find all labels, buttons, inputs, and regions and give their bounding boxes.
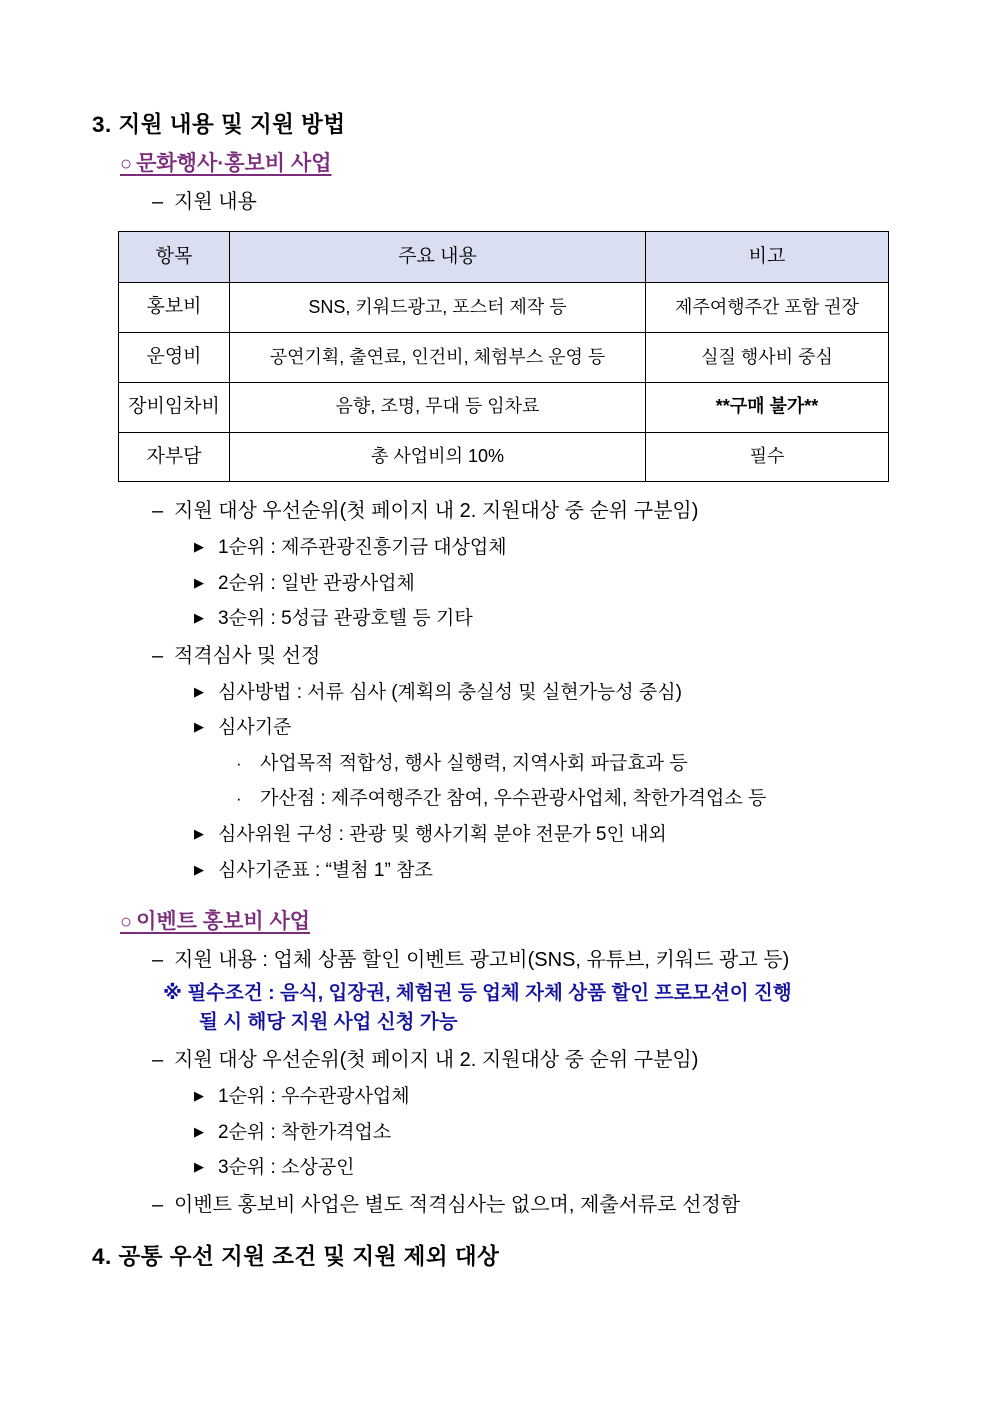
list-item [194,714,992,742]
list-item [194,1083,992,1111]
section-3-heading: 3. 지원 내용 및 지원 방법 [92,112,346,137]
list-item [194,605,992,633]
priority-label-a-text: 지원 대상 우선순위(첫 페이지 내 2. 지원대상 중 순위 구분임) [174,500,699,523]
table-cell-content: 총 사업비의 10% [230,432,646,482]
middot-bullet-icon: · [236,753,242,773]
list-item [194,679,992,707]
table-header-row [119,231,889,283]
triangle-bullet-icon: ▶ [194,539,204,555]
priority-label-b [152,1046,992,1075]
dash-bullet-icon: – [152,948,164,971]
list-item-label: 심사방법 : 서류 심사 (계획의 충실성 및 실현가능성 중심) [218,681,682,703]
triangle-bullet-icon: ▶ [194,826,204,842]
support-content-b-text: 지원 내용 : 업체 상품 할인 이벤트 광고비(SNS, 유튜브, 키워드 광고 등) [174,948,790,971]
list-item [194,1119,992,1147]
list-item-label: 3순위 : 5성급 관광호텔 등 기타 [218,608,473,630]
closing-note-b [152,1191,992,1220]
triangle-bullet-icon: ▶ [194,861,204,877]
triangle-bullet-icon: ▶ [194,683,204,699]
support-content-b [152,946,992,975]
list-item [194,821,992,849]
support-content-table [118,231,889,482]
table-row [119,432,889,482]
list-item [194,570,992,598]
table-header-item: 항목 [119,231,230,283]
dash-bullet-icon: – [152,190,164,213]
table-row [119,333,889,383]
circle-marker-icon: ○ [120,911,137,934]
triangle-bullet-icon: ▶ [194,574,204,590]
dash-bullet-icon: – [152,1049,164,1072]
list-item [236,785,992,813]
subsection-b-heading-wrap [0,898,992,936]
table-cell-item: 홍보비 [119,283,230,333]
support-content-table-wrap [118,231,888,482]
table-cell-remark: 실질 행사비 중심 [646,333,889,383]
list-item-label: 심사기준표 : “별첨 1” 참조 [218,859,433,881]
table-header-content: 주요 내용 [230,231,646,283]
circle-marker-icon: ○ [120,153,137,176]
list-item [194,857,992,885]
subsection-a-title: 문화행사·홍보비 사업 [136,152,332,176]
table-cell-content: 공연기획, 출연료, 인건비, 체험부스 운영 등 [230,333,646,383]
dash-bullet-icon: – [152,1193,164,1216]
list-item-label: 가산점 : 제주여행주간 참여, 우수관광사업체, 착한가격업소 등 [260,788,767,810]
list-item-label: 2순위 : 착한가격업소 [218,1121,392,1143]
review-label-text: 적격심사 및 선정 [174,644,321,667]
list-item-label: 3순위 : 소상공인 [218,1157,355,1179]
spacer [0,482,992,488]
closing-note-b-text: 이벤트 홍보비 사업은 별도 적격심사는 없으며, 제출서류로 선정함 [174,1193,741,1216]
priority-label-b-text: 지원 대상 우선순위(첫 페이지 내 2. 지원대상 중 순위 구분임) [174,1049,699,1072]
middot-bullet-icon: · [236,789,242,809]
list-item [194,1154,992,1182]
dash-bullet-icon: – [152,644,164,667]
subsection-a-heading-wrap [0,140,992,178]
list-item [236,750,992,778]
table-row [119,382,889,432]
table-cell-content: 음향, 조명, 무대 등 임차료 [230,382,646,432]
table-cell-remark: 필수 [646,432,889,482]
list-item-label: 1순위 : 우수관광사업체 [218,1086,410,1108]
subsection-a-heading [120,149,332,178]
required-condition-note-line1: ※ 필수조건 : 음식, 입장권, 체험권 등 업체 자체 상품 할인 프로모션이 진행 [163,981,792,1004]
table-row [119,283,889,333]
priority-label-a [152,497,992,526]
list-item-label: 1순위 : 제주관광진흥기금 대상업체 [218,537,507,559]
triangle-bullet-icon: ▶ [194,1159,204,1175]
subsection-b-heading [120,907,310,936]
required-condition-note-line2: 될 시 해당 지원 사업 신청 가능 [199,1010,458,1033]
table-cell-item: 장비임차비 [119,382,230,432]
list-item-label: 사업목적 적합성, 행사 실행력, 지역사회 파급효과 등 [260,752,688,774]
list-item-label: 심사기준 [218,717,292,739]
table-header-remark: 비고 [646,231,889,283]
table-cell-item: 운영비 [119,333,230,383]
table-cell-remark: **구매 불가** [646,382,889,432]
table-cell-content: SNS, 키워드광고, 포스터 제작 등 [230,283,646,333]
triangle-bullet-icon: ▶ [194,719,204,735]
required-condition-note [163,979,903,1038]
support-content-label-a-text: 지원 내용 [174,190,257,213]
list-item-label: 심사위원 구성 : 관광 및 행사기획 분야 전문가 5인 내외 [218,824,667,846]
table-cell-item: 자부담 [119,432,230,482]
triangle-bullet-icon: ▶ [194,610,204,626]
subsection-b-title: 이벤트 홍보비 사업 [136,910,311,934]
review-label [152,642,992,671]
triangle-bullet-icon: ▶ [194,1123,204,1139]
table-cell-remark: 제주여행주간 포함 권장 [646,283,889,333]
triangle-bullet-icon: ▶ [194,1088,204,1104]
list-item [194,534,992,562]
spacer [0,1220,992,1242]
dash-bullet-icon: – [152,500,164,523]
list-item-label: 2순위 : 일반 관광사업체 [218,572,415,594]
spacer [0,884,992,898]
support-content-label-a [152,188,992,217]
section-4-heading: 4. 공통 우선 지원 조건 및 지원 제외 대상 [92,1243,500,1269]
